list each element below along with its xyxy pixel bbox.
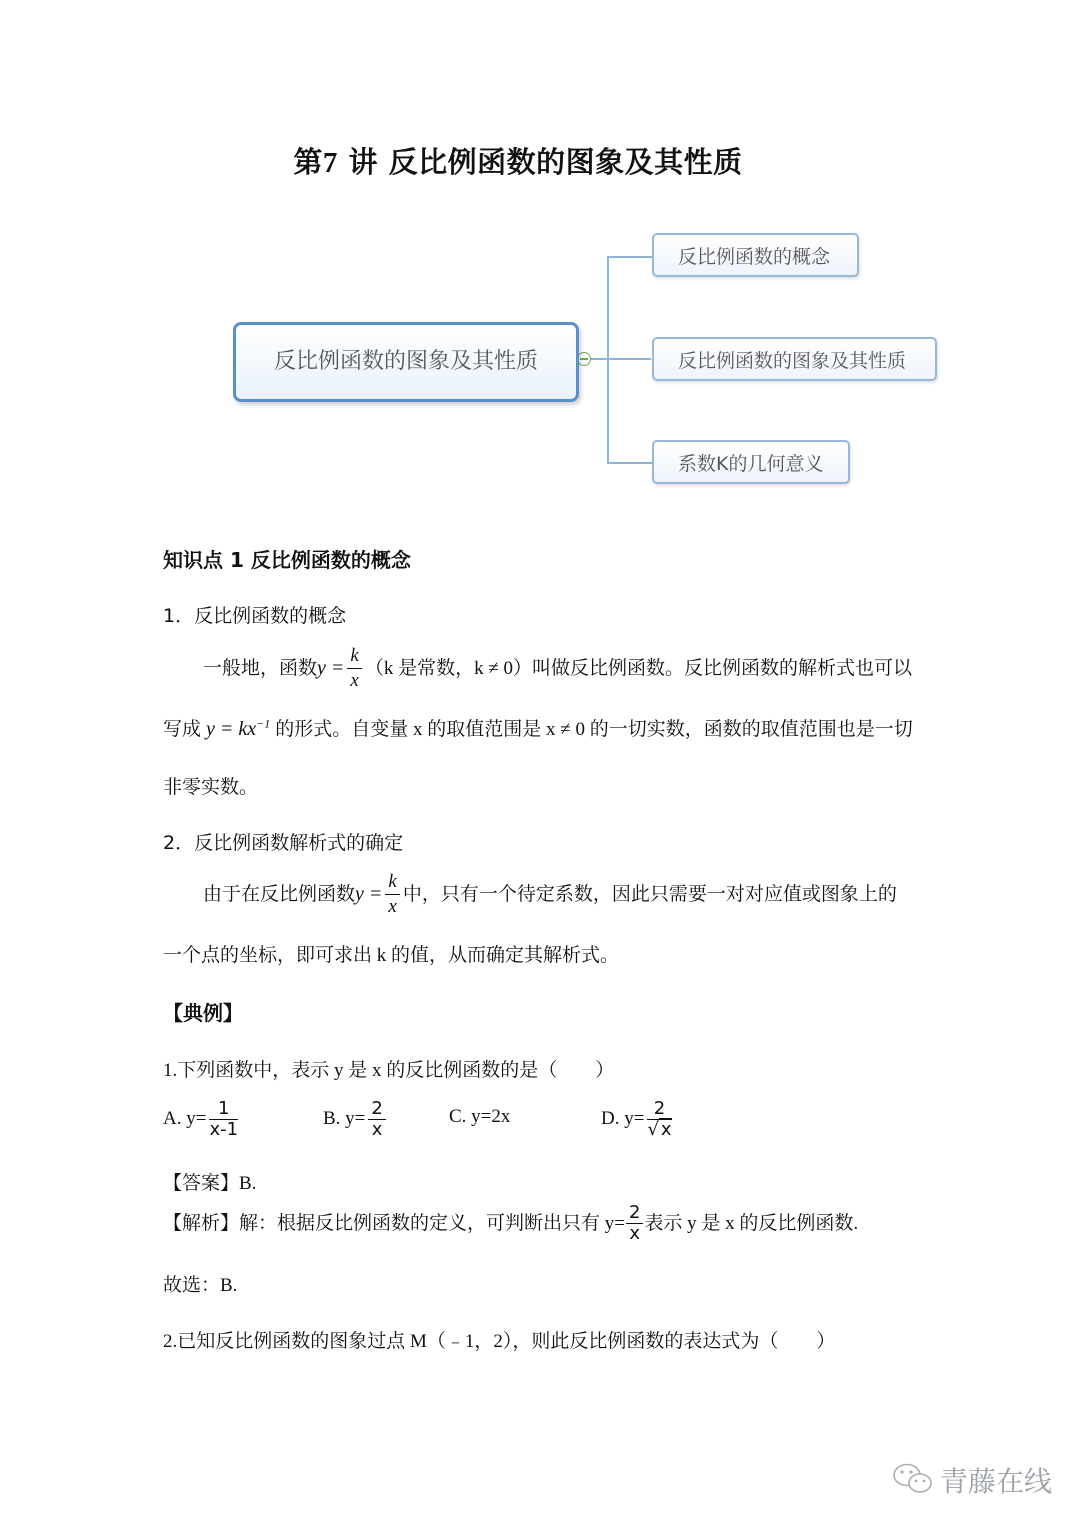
answer: 【答案】B. xyxy=(163,1173,257,1194)
mind-map-node: 反比例函数的概念 xyxy=(652,233,859,277)
connector xyxy=(607,256,653,258)
watermark-text: 青藤在线 xyxy=(940,1465,1053,1498)
analysis: 【解析】解：根据反比例函数的定义，可判断出只有 y= $\frac{2}{x}$ 表示 y 是 x 的反比例函数. xyxy=(163,1202,859,1244)
mind-map-node: 反比例函数的图象及其性质 xyxy=(652,337,937,381)
paragraph: 由于在反比例函数y = $\frac{k}{x}$ 中，只有一个待定系数，因此只需要一对对应值或图象上的 xyxy=(203,871,897,917)
option-d: D. y= $\frac{2}{√ x}$ xyxy=(601,1098,672,1141)
option-c: C. y=2x xyxy=(449,1106,511,1127)
collapse-icon[interactable] xyxy=(577,352,591,366)
paragraph: 写成 $y = kx^{-1}$ 的形式。自变量 x 的取值范围是 x ≠ 0 的一切实数，函数的取值范围也是一切 xyxy=(163,716,913,740)
connector xyxy=(589,358,651,360)
item-title: 1．反比例函数的概念 xyxy=(163,605,347,627)
option-b: B. y= $\frac{2}{x}$ xyxy=(323,1096,389,1142)
page-title: 第7 讲 反比例函数的图象及其性质 xyxy=(293,145,743,179)
paragraph: 一般地，函数y = $\frac{k}{x}$ （k 是常数，k ≠ 0）叫做反比例函数。反比例函数的解析式也可以 xyxy=(203,645,913,691)
paragraph: 非零实数。 xyxy=(163,776,259,798)
connector xyxy=(607,256,609,464)
wechat-icon xyxy=(892,1462,936,1496)
question: 1.下列函数中，表示 y 是 x 的反比例函数的是（ ） xyxy=(163,1060,615,1081)
option-a: A. y= $\frac{1}{x-1}$ xyxy=(163,1098,239,1141)
choose: 故选：B. xyxy=(163,1275,238,1296)
mind-map-node: 系数K的几何意义 xyxy=(652,440,850,484)
connector xyxy=(607,462,653,464)
paragraph: 一个点的坐标，即可求出 k 的值，从而确定其解析式。 xyxy=(163,945,620,966)
examples-heading: 【典例】 xyxy=(163,1001,243,1025)
mind-map-center-node: 反比例函数的图象及其性质 xyxy=(233,322,579,402)
question: 2.已知反比例函数的图象过点 M（﹣1，2），则此反比例函数的表达式为（ ） xyxy=(163,1331,836,1352)
item-title: 2．反比例函数解析式的确定 xyxy=(163,832,404,854)
section-heading: 知识点 1 反比例函数的概念 xyxy=(163,548,411,572)
